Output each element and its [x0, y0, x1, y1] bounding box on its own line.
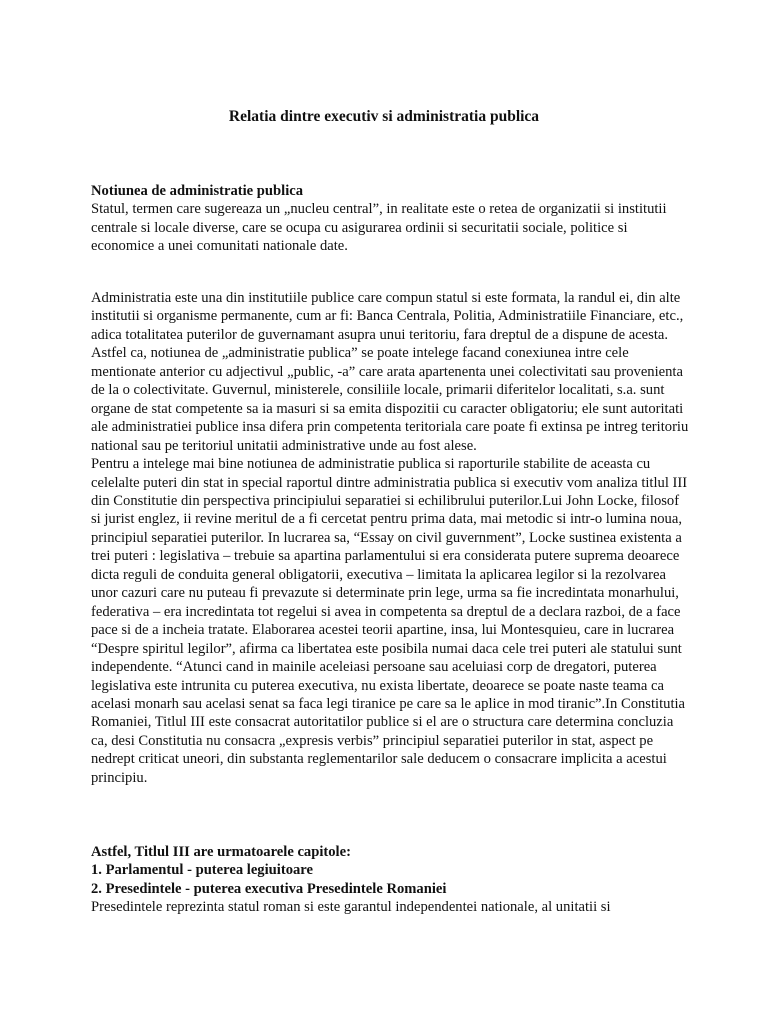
paragraph-administratia: Administratia este una din institutiile publice care compun statul si este formata, la randul ei, din alte institutii si organisme permanente, cum ar fi: Banca Centrala, Politia, Administratiile Financiare, etc., adica totalitatea puterilor de guvernamant asupra unui teritoriu, fara dreptul de a dispune de acesta. Astfel ca, notiunea de „administratie publica” se poate intelege facand conexiunea intre cele mentionate anterior cu adjectivul „public, -a” care arata apartenenta unei colectivitati sau provenienta de la o colectivitate. Guvernul, ministerele, consiliile locale, primarii diferitelor localitati, s.a. sunt organe de stat competente sa ia masuri si sa emita dispozitii cu caracter obligatoriu; ele sunt autoritati ale administratiei publice insa difera prin competenta teritoriala care poate fi extinsa pe intreg teritoriu national sau pe teritoriul unitatii administrative unde au fost alese.	[91, 290, 689, 454]
list-item-parlamentul: 1. Parlamentul - puterea legiuitoare	[91, 862, 313, 879]
paragraph-statul: Statul, termen care sugereaza un „nucleu central”, in realitate este o retea de organizatii si institutii centrale si locale diverse, care se ocupa cu asigurarea ordinii si securitatii sociale, politice si economice a unei comunitati nationale date.	[91, 201, 667, 255]
section-administratia	[91, 289, 689, 787]
document-title: Relatia dintre executiv si administratia publica	[228, 108, 540, 125]
list-item-presedintele: 2. Presedintele - puterea executiva Presedintele Romaniei	[91, 880, 447, 897]
section-heading-notiunea: Notiunea de administratie publica	[91, 183, 304, 199]
paragraph-separatia-puterilor: Pentru a intelege mai bine notiunea de administratie publica si raporturile stabilite de aceasta cu celelalte puteri din stat in special raportul dintre administratia publica si executiv vom analiza titlul III din Constitutie din perspectiva principiului separatiei si echilibrului puterilor.Lui John Locke, filosof si jurist englez, ii revine meritul de a fi cercetat pentru prima data, mai metodic si intr-o lumina noua, principiul separatiei puterilor. In lucrarea sa, “Essay on civil guvernment”, Locke sustinea existenta a trei puteri : legislativa – trebuie sa apartina parlamentului si era considerata putere suprema deoarece dicta reguli de conduita general obligatorii, executiva – limitata la aplicarea legilor si la rezolvarea unor cazuri care nu puteau fi prevazute si determinate prin lege, urma sa fie incredintata monarhului, federativa – era incredintata tot regelui si avea in competenta sa dreptul de a declara razboi, de a face pace si de a incheia tratate. Elaborarea acestei teorii apartine, insa, lui Montesquieu, care in lucrarea “Despre spiritul legilor”, afirma ca libertatea este posibila numai daca cele trei puteri ale statului sunt independente. “Atunci cand in mainile aceleiasi persoane sau aceluiasi corp de dregatori, puterea legislativa este intrunita cu puterea executiva, nu exista libertate, deoarece se poate naste teama ca acelasi monarh sau acelasi senat sa faca legi tiranice pe care sa le aplice in mod tiranic”.In Constitutia Romaniei, Titlul III este consacrat autoritatilor publice si el are o structura care determina concluzia ca, desi Constitutia nu consacra „expresis verbis” principiul separatiei puterilor in stat, aspect pe nedrept criticat uneori, din substanta reglementarilor sale deducem o consacrare implicita a acestui principiu.	[91, 456, 688, 786]
section-heading-titlul-iii: Astfel, Titlul III are urmatoarele capitole:	[91, 844, 351, 860]
section-administratie-publica	[91, 182, 689, 256]
section-titlul-iii	[91, 843, 689, 917]
paragraph-presedintele: Presedintele reprezinta statul roman si este garantul independentei nationale, al unitatii si	[91, 899, 611, 916]
